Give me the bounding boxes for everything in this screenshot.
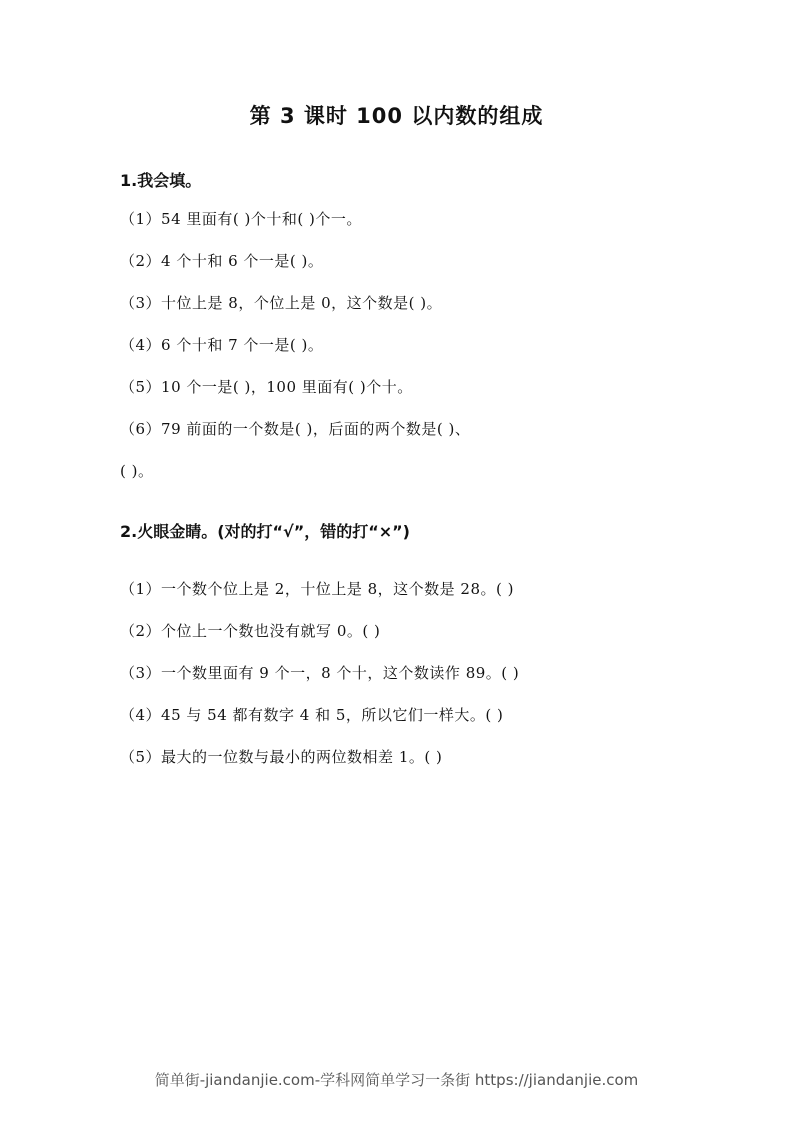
question-1-3: （3）十位上是 8，个位上是 0，这个数是( )。: [120, 294, 443, 312]
question-1-6: （6）79 前面的一个数是( )，后面的两个数是( )、: [120, 420, 471, 438]
section-1-heading: 1.我会填。: [120, 171, 202, 190]
question-2-1: （1）一个数个位上是 2，十位上是 8，这个数是 28。( ): [120, 580, 514, 598]
question-1-6-continued: ( )。: [120, 462, 154, 480]
question-2-4: （4）45 与 54 都有数字 4 和 5，所以它们一样大。( ): [120, 706, 504, 724]
question-1-2: （2）4 个十和 6 个一是( )。: [120, 252, 324, 270]
question-2-2: （2）个位上一个数也没有就写 0。( ): [120, 622, 381, 640]
question-2-5: （5）最大的一位数与最小的两位数相差 1。( ): [120, 748, 443, 766]
page-title: 第 3 课时 100 以内数的组成: [249, 104, 544, 128]
section-2-heading: 2.火眼金睛。(对的打“√”，错的打“×”): [120, 522, 410, 541]
question-2-3: （3）一个数里面有 9 个一，8 个十，这个数读作 89。( ): [120, 664, 520, 682]
question-1-1: （1）54 里面有( )个十和( )个一。: [120, 210, 362, 228]
question-1-5: （5）10 个一是( )，100 里面有( )个十。: [120, 378, 413, 396]
question-1-4: （4）6 个十和 7 个一是( )。: [120, 336, 324, 354]
footer-watermark: 简单街-jiandanjie.com-学科网简单学习一条街 https://jiandanjie.com: [154, 1071, 639, 1089]
